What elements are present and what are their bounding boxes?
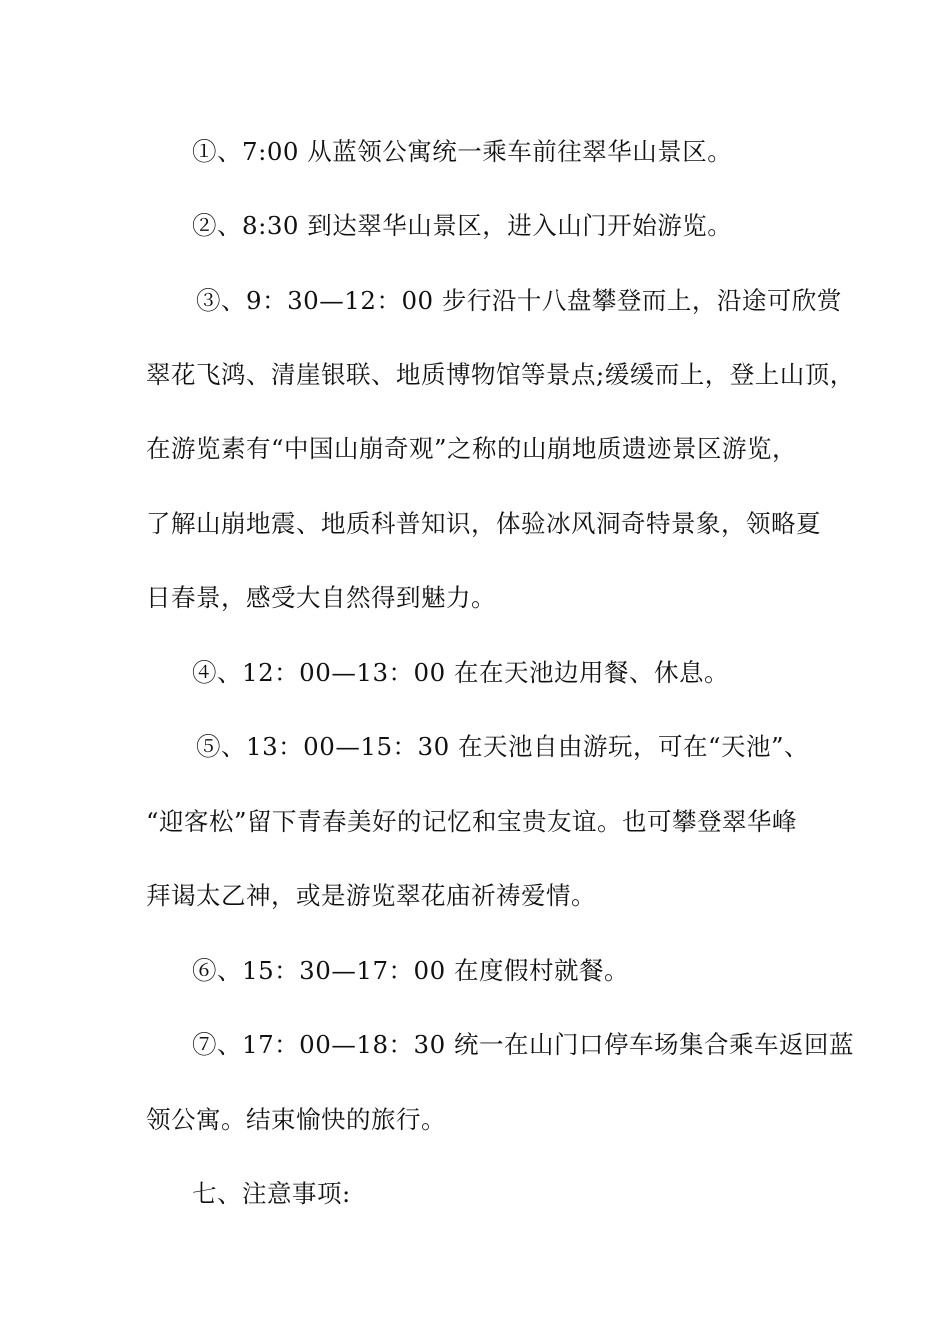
itinerary-item-3-line-2: 翠花飞鸿、清崖银联、地质博物馆等景点;缓缓而上，登上山顶， bbox=[146, 360, 855, 389]
itinerary-item-6: ⑥、15：30—17：00 在度假村就餐。 bbox=[192, 956, 629, 985]
itinerary-item-3-line-5: 日春景，感受大自然得到魅力。 bbox=[146, 583, 496, 612]
itinerary-item-5-line-3: 拜谒太乙神，或是游览翠花庙祈祷爱情。 bbox=[146, 881, 596, 910]
itinerary-item-3-line-4: 了解山崩地震、地质科普知识，体验冰风洞奇特景象，领略夏 bbox=[146, 509, 821, 538]
section-heading-notes: 七、注意事项: bbox=[192, 1179, 351, 1208]
itinerary-item-5-line-1: ⑤、13：00—15：30 在天池自由游玩，可在“天池”、 bbox=[196, 732, 810, 761]
itinerary-item-7-line-1: ⑦、17：00—18：30 统一在山门口停车场集合乘车返回蓝 bbox=[192, 1030, 854, 1059]
itinerary-item-1: ①、7:00 从蓝领公寓统一乘车前往翠华山景区。 bbox=[192, 137, 733, 166]
itinerary-item-7-line-2: 领公寓。结束愉快的旅行。 bbox=[146, 1105, 446, 1134]
itinerary-item-5-line-2: “迎客松”留下青春美好的记忆和宝贵友谊。也可攀登翠华峰 bbox=[146, 807, 798, 836]
itinerary-item-4: ④、12：00—13：00 在在天池边用餐、休息。 bbox=[192, 658, 729, 687]
itinerary-item-2: ②、8:30 到达翠华山景区，进入山门开始游览。 bbox=[192, 211, 733, 240]
itinerary-item-3-line-3: 在游览素有“中国山崩奇观”之称的山崩地质遗迹景区游览， bbox=[146, 434, 798, 463]
itinerary-item-3-line-1: ③、9：30—12：00 步行沿十八盘攀登而上，沿途可欣赏 bbox=[196, 286, 842, 315]
